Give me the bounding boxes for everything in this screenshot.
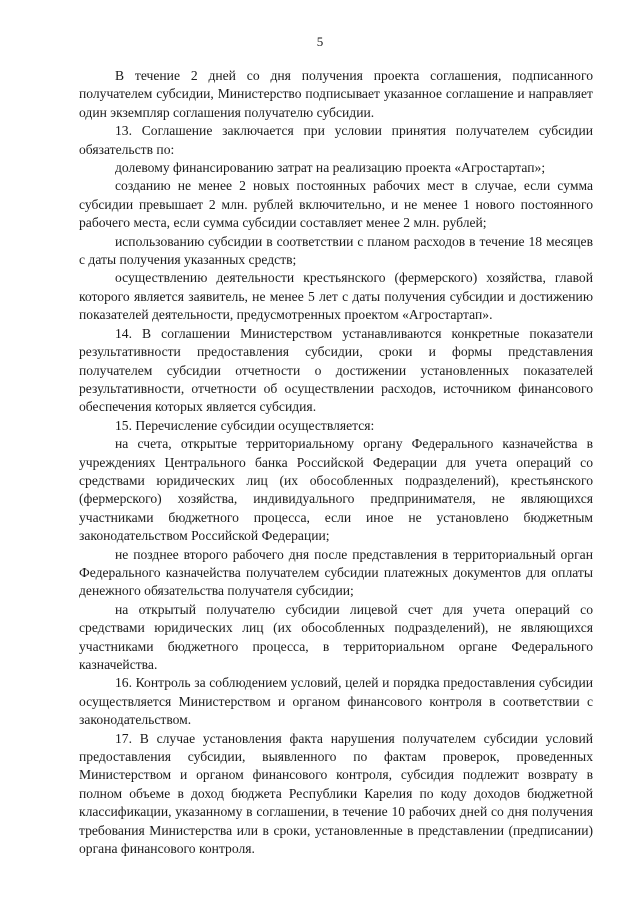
paragraph: В течение 2 дней со дня получения проекта соглашения, подписанного получателем субсидии, Министерство подписывает указанное соглашение и направляет один экземпляр соглашения получателю субсидии.: [79, 68, 593, 120]
paragraph: на открытый получателю субсидии лицевой счет для учета операций со средствами юридических лиц (их обособленных подразделений), не являющихся участниками бюджетного процесса, в территориальном органе Федерального казначейства.: [79, 601, 593, 672]
paragraph: долевому финансированию затрат на реализацию проекта «Агростартап»;: [115, 160, 546, 176]
paragraph: на счета, открытые территориальному органу Федерального казначейства в учреждениях Центрального банка Российской Федерации для учета операций со средствами юридических лиц (их обособленных подразделений), крестьянского (фермерского) хозяйства, индивидуального предпринимателя, не являющихся участниками бюджетного процесса, если иное не установлено бюджетным законодательством Российской Федерации;: [79, 436, 593, 544]
paragraph: использованию субсидии в соответствии с планом расходов в течение 18 месяцев с даты получения указанных средств;: [79, 233, 593, 268]
paragraph: 13. Соглашение заключается при условии принятия получателем субсидии обязательств по:: [79, 123, 593, 157]
document-body: [79, 67, 593, 858]
paragraph: 14. В соглашении Министерством устанавливаются конкретные показатели результативности предоставления субсидии, сроки и формы представления получателем субсидии отчетности о достижении установленных показателей результативности, отчетности об осуществлении расходов, источником финансового обеспечения которых является субсидия.: [79, 325, 593, 415]
paragraph: созданию не менее 2 новых постоянных рабочих мест в случае, если сумма субсидии превышает 2 млн. рублей включительно, и не менее 1 нового постоянного рабочего места, если сумма субсидии составляет менее 2 млн. рублей;: [79, 178, 593, 231]
paragraph: 16. Контроль за соблюдением условий, целей и порядка предоставления субсидии осуществляется Министерством и органом финансового контроля в соответствии с законодательством.: [79, 675, 593, 728]
page-number: 5: [316, 34, 324, 49]
paragraph: 15. Перечисление субсидии осуществляется:: [115, 417, 375, 433]
paragraph: 17. В случае установления факта нарушения получателем субсидии условий предоставления субсидии, выявленного по фактам проверок, проведенных Министерством и органом финансового контроля, субсидия подлежит возврату в полном объеме в доход бюджета Республики Карелия по коду доходов бюджетной классификации, указанному в соглашении, в течение 10 рабочих дней со дня получения требования Министерства или в сроки, установленные в представлении (предписании) органа финансового контроля.: [79, 730, 593, 857]
paragraph: осуществлению деятельности крестьянского (фермерского) хозяйства, главой которого является заявитель, не менее 5 лет с даты получения субсидии и достижению показателей деятельности, предусмотренных проектом «Агростартап».: [79, 270, 593, 323]
paragraph: не позднее второго рабочего дня после представления в территориальный орган Федерального казначейства получателем субсидии платежных документов для оплаты денежного обязательства получателя субсидии;: [79, 546, 593, 599]
